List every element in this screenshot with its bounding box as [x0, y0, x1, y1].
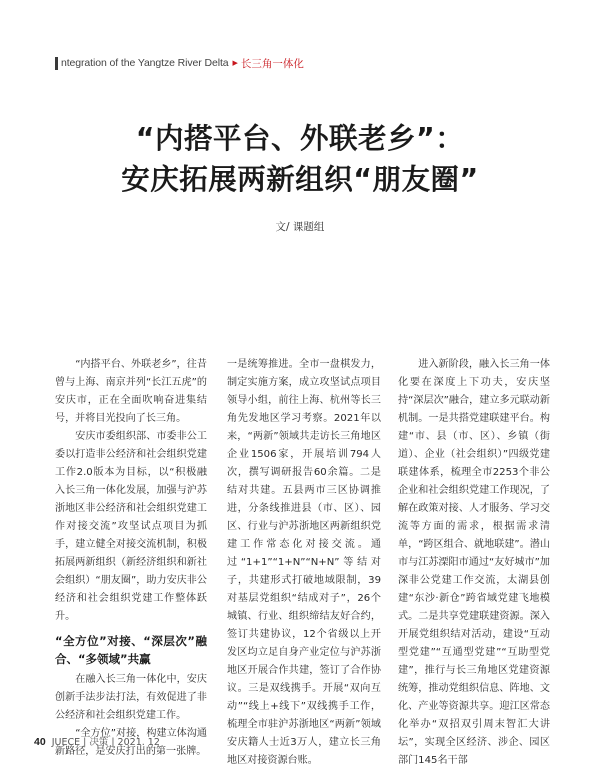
text-column-2 — [227, 356, 381, 770]
section-chinese-label: 长三角一体化 — [240, 57, 304, 70]
section-english-label: ntegration of the Yangtze River Delta — [61, 57, 229, 69]
paragraph: 安庆市委组织部、市委非公工委以打造非公经济和社会组织党建工作2.0版本为目标，以“积极融入长三角一体化发展，加强与沪苏浙地区非公经济和社会组织党建工作对接交流”攻坚试点项目为抓手，建立健全对接交流机制，积极拓展两新组织（新经济组织和新社会组织）“朋友圈”，助力安庆非公经济和社会组织党建工作整体跃升。 — [55, 431, 207, 622]
subheading: “全方位”对接、“深层次”融合、“多领域”共赢 — [55, 634, 207, 666]
paragraph: “内搭平台、外联老乡”，往昔曾与上海、南京并列“长江五虎”的安庆市，正在全面吹响奋进集结号，并将目光投向了长三角。 — [55, 359, 207, 424]
page-footer — [34, 734, 160, 748]
article-title-line-2: 安庆拓展两新组织“朋友圈” — [121, 163, 479, 196]
text-column-3 — [398, 356, 550, 770]
section-bar-marker — [55, 57, 58, 70]
page-number: 40 — [34, 736, 46, 748]
triangle-right-icon: ▶ — [232, 59, 238, 67]
paragraph: “全方位”对接，构建立体沟通新路径，是安庆打出的第一张牌。 — [55, 728, 207, 757]
paragraph: 在融入长三角一体化中，安庆创新手法步法打法，有效促进了非公经济和社会组织党建工作。 — [55, 674, 207, 721]
publication-info: JUECE | 决策 | 2021. 12 — [51, 737, 160, 748]
paragraph: 进入新阶段，融入长三角一体化要在深度上下功夫，安庆坚持“深层次”融合，建立多元联动新机制。一是共搭党建联建平台。构建“市、县（市、区）、乡镇（街道）、企业（社会组织）”四级党建联建体系，梳理全市2253个非公企业和社会组织党建工作现况，了解在政策对接、人才服务、学习交流等方面的需求，根据需求清单，“跨区组合、就地联建”。潜山市与江苏溧阳市通过“友好城市”加深非公党建工作交流，太湖县创建“东沙·新仓”跨省域党建飞地模式。二是共享党建联建资源。深入开展党组织结对活动，建设“互动型党建”“互通型党建”“互助型党建”，推行与长三角地区党建资源统筹，推动党组织信息、阵地、文化、产业等资源共享。迎江区常态化举办“双招双引周末智汇大讲坛”，实现全区经济、涉企、园区部门145名干部 — [398, 359, 550, 766]
byline: 文/ 课题组 — [275, 221, 325, 233]
section-header — [55, 56, 304, 70]
paragraph: 一是统筹推进。全市一盘棋发力，制定实施方案，成立攻坚试点项目领导小组，前往上海、杭州等长三角先发地区学习考察。2021年以来，“两新”领域共走访长三角地区企业1506家，开展培训794人次，撰写调研报告60余篇。二是结对共建。五县两市三区协调推进，分条线推进县（市、区）、园区、行业与沪苏浙地区两新组织党建工作常态化对接交流。通过“1+1”“1+N”“N+N”等结对子，共建形式打破地域限制，39对基层党组织“结成对子”，26个城镇、行业、组织缔结友好合约，签订共建协议，12个省级以上开发区均立足自身产业定位与沪苏浙地区开展合作共建，签订了合作协议。三是双线携手。开展“双向互动”“线上+线下”双线携手工作，梳理全市驻沪苏浙地区“两新”领域安庆籍人士近3万人，建立长三角地区对接资源台账。 — [227, 359, 381, 766]
article-title-line-1: “内搭平台、外联老乡”： — [135, 122, 465, 155]
text-column-1 — [55, 356, 207, 761]
article-title — [0, 118, 600, 200]
